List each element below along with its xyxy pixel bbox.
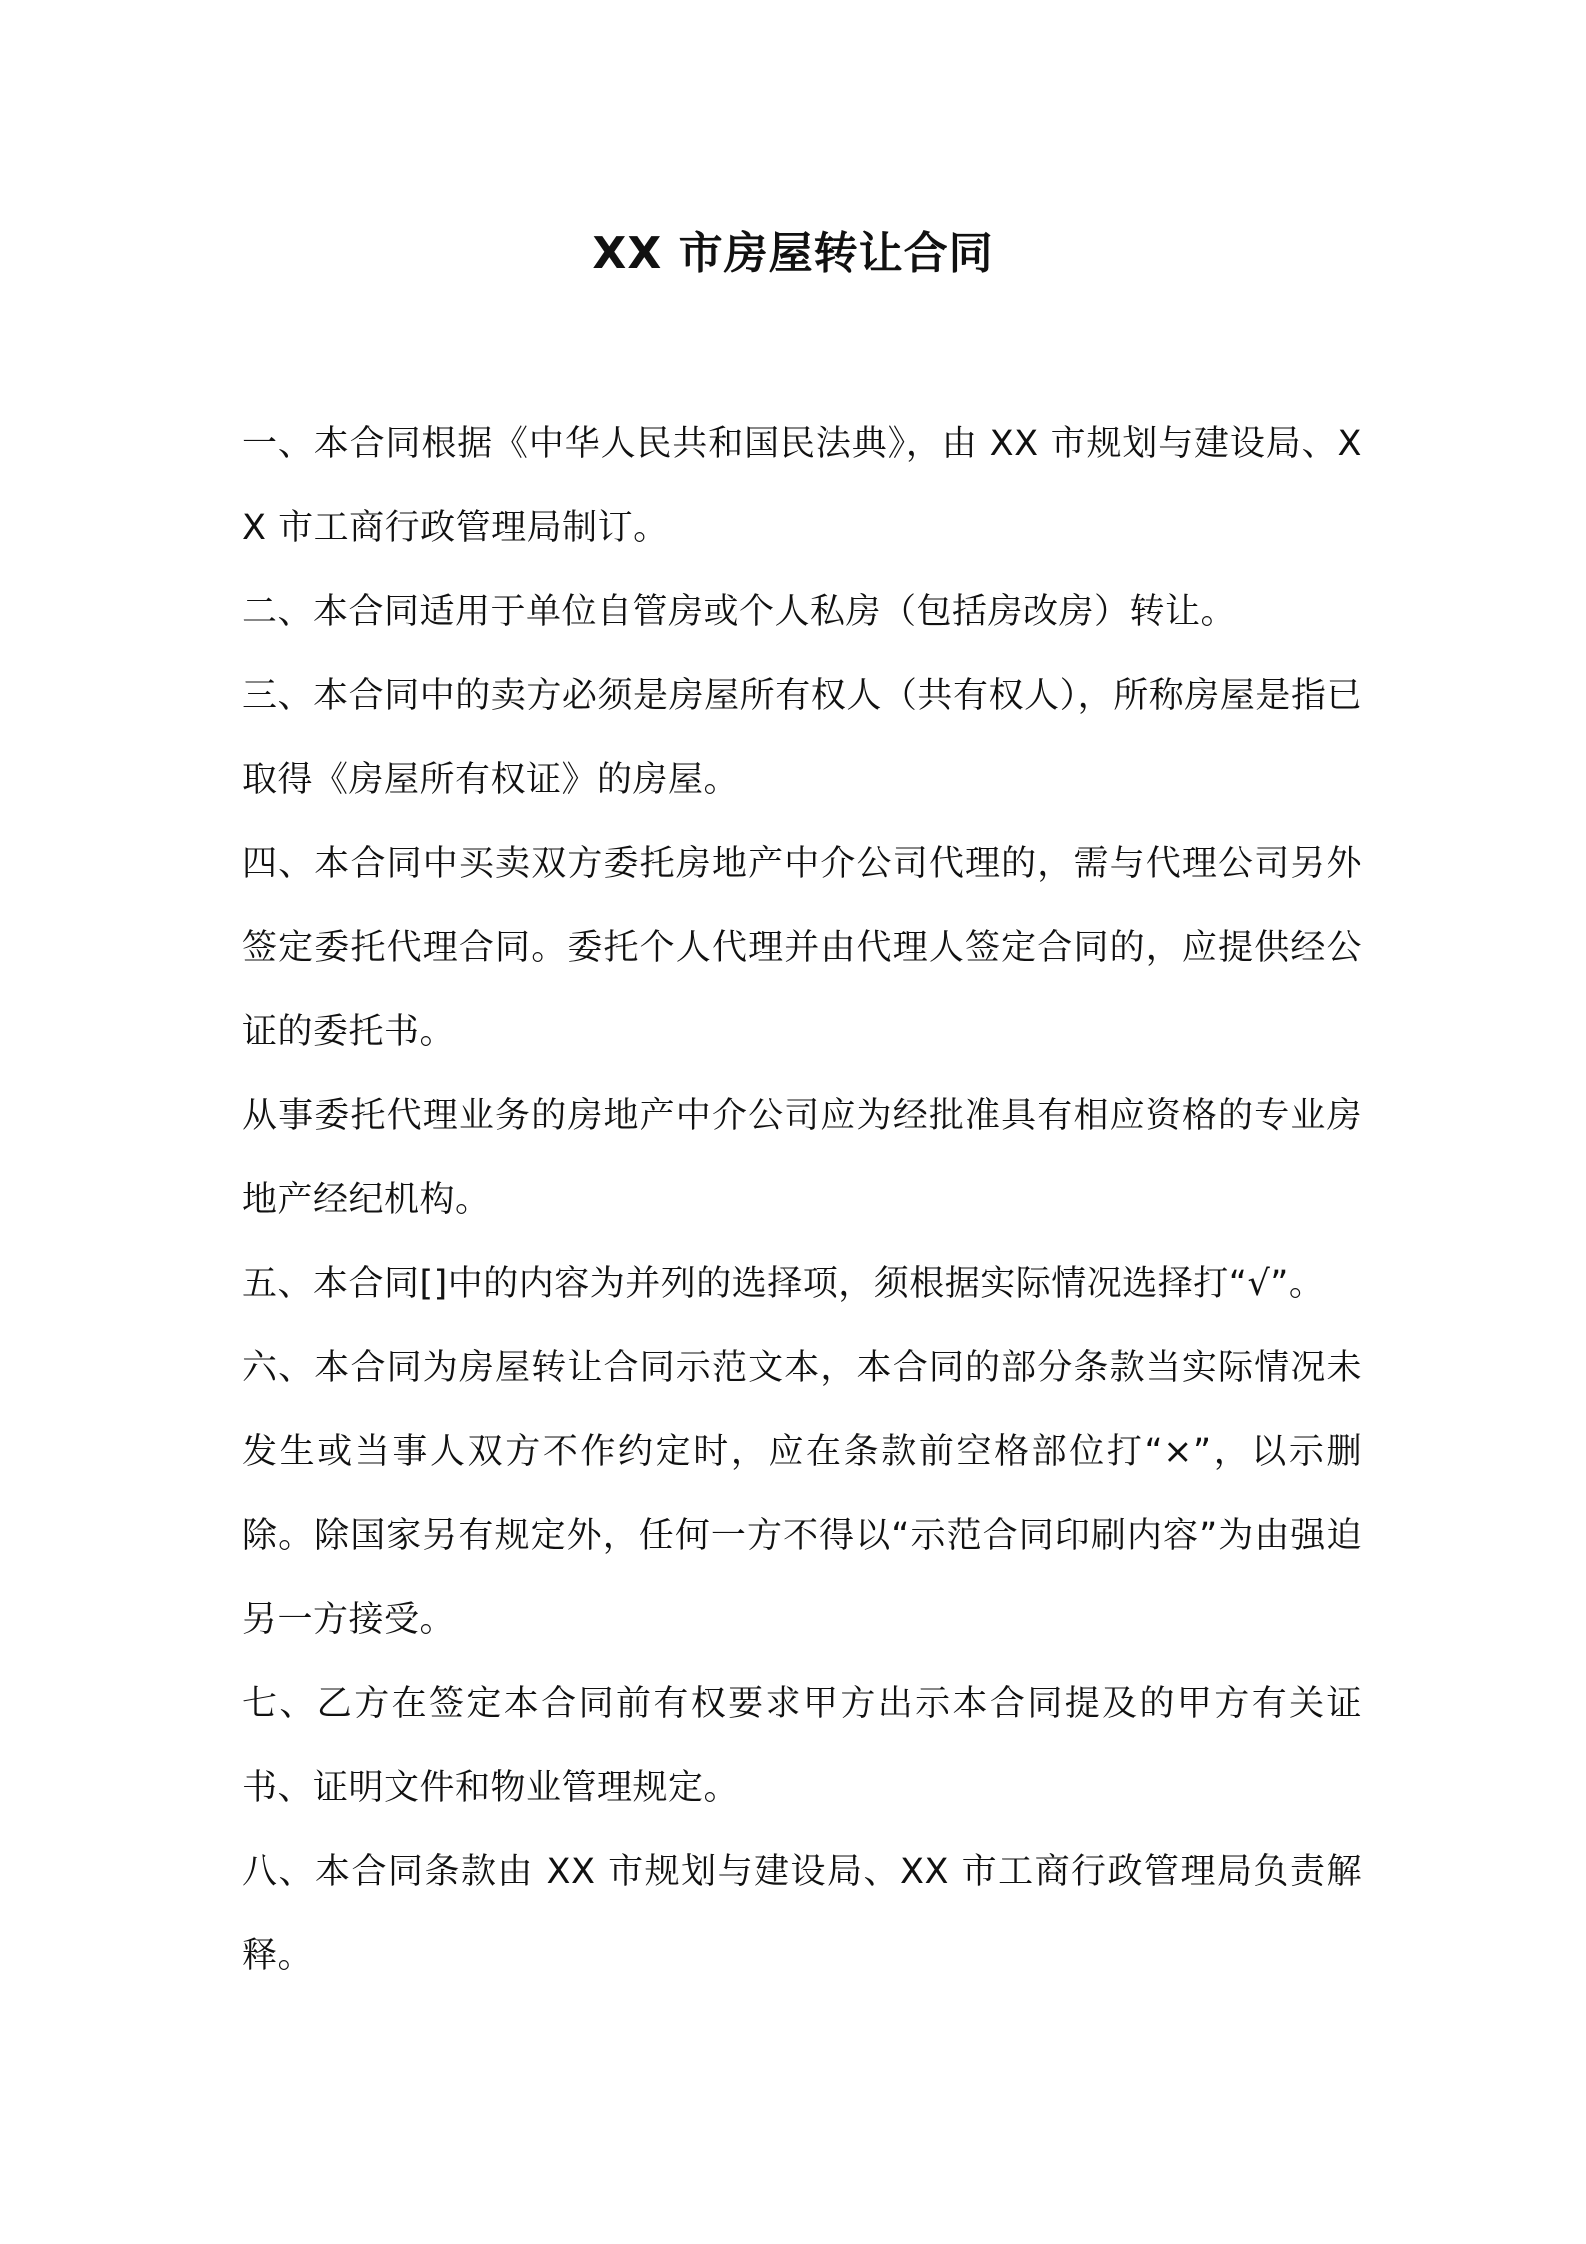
clause-4: 四、本合同中买卖双方委托房地产中介公司代理的，需与代理公司另外签定委托代理合同。委托个人代理并由代理人签定合同的，应提供经公证的委托书。: [242, 844, 1362, 1052]
clause-4-supplement: 从事委托代理业务的房地产中介公司应为经批准具有相应资格的专业房地产经纪机构。: [242, 1096, 1362, 1220]
clause-7: 七、乙方在签定本合同前有权要求甲方出示本合同提及的甲方有关证书、证明文件和物业管理规定。: [242, 1684, 1362, 1808]
clause-1: 一、本合同根据《中华人民共和国民法典》，由 XX 市规划与建设局、XX 市工商行政管理局制订。: [242, 424, 1362, 548]
document-title: XX 市房屋转让合同: [592, 228, 994, 279]
clause-3: 三、本合同中的卖方必须是房屋所有权人（共有权人），所称房屋是指已取得《房屋所有权证》的房屋。: [242, 676, 1362, 800]
document-body: [242, 402, 1362, 1998]
clause-6: 六、本合同为房屋转让合同示范文本，本合同的部分条款当实际情况未发生或当事人双方不作约定时，应在条款前空格部位打“×”，以示删除。除国家另有规定外，任何一方不得以“示范合同印刷内容”为由强迫另一方接受。: [242, 1348, 1362, 1640]
clause-8: 八、本合同条款由 XX 市规划与建设局、XX 市工商行政管理局负责解释。: [242, 1852, 1362, 1976]
clause-2: 二、本合同适用于单位自管房或个人私房（包括房改房）转让。: [242, 592, 1237, 632]
clause-5: 五、本合同[]中的内容为并列的选择项，须根据实际情况选择打“√”。: [242, 1264, 1325, 1304]
